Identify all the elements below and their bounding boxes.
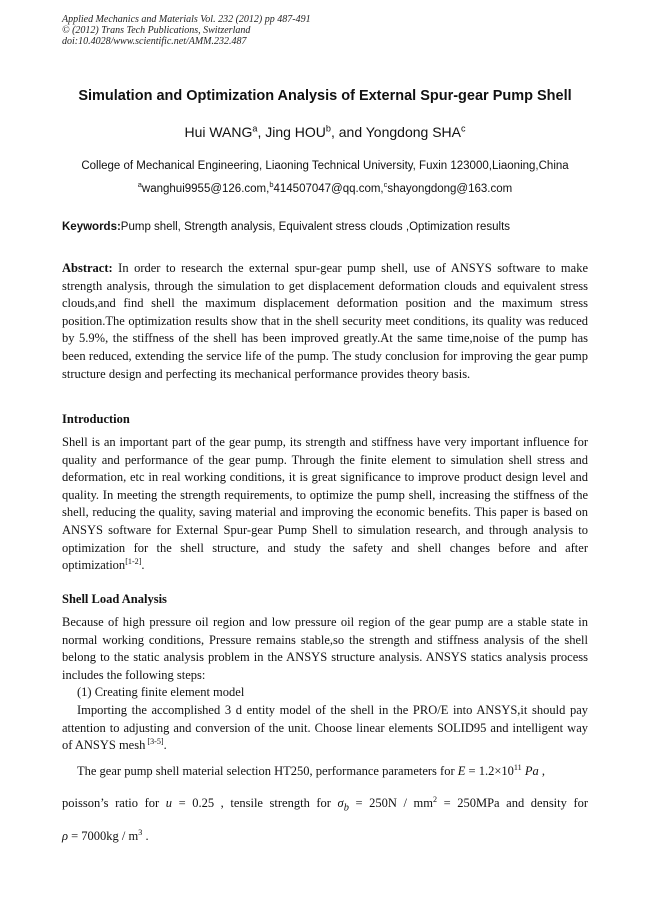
math-exponent: 3 (138, 827, 143, 837)
modulus-formula (458, 764, 539, 778)
math-value: = 250MPa (437, 796, 500, 810)
paper-title: Simulation and Optimization Analysis of External Spur-gear Pump Shell (78, 88, 572, 104)
keywords (62, 221, 592, 233)
email-line (0, 180, 650, 195)
load-analysis-body (62, 614, 588, 755)
math-exponent: 2 (432, 794, 438, 804)
email-address: wanghui9955@126.com, (141, 183, 270, 195)
author-marker: a (252, 123, 258, 134)
copyright-line: © (2012) Trans Tech Publications, Switzerland (62, 25, 251, 36)
email-marker: b (269, 180, 274, 190)
introduction-text: Shell is an important part of the gear pump, its strength and stiffness have very important influence for quality and performance of the gear pump. Through the finite element to simulation shell stress and deformation, etc in real working conditions, it is great significance to improve product design level and quality. In meeting the strength requirements, to optimize the pump shell, increasing the stiffness of the shell, reducing the quality, saving material and improving the economic benefits. This paper is based on ANSYS software for External Spur-gear Pump Shell to simulation research, and through analysis to optimization for the shell structure, and study the safety and shell changes before and after optimization (62, 435, 588, 573)
properties-line (62, 796, 588, 814)
tensile-formula (337, 794, 500, 814)
material-text: The gear pump shell material selection HT250, performance parameters for (77, 764, 455, 778)
journal-citation: Applied Mechanics and Materials Vol. 232 (2012) pp 487-491 (62, 14, 311, 25)
sentence-end: , (538, 764, 545, 778)
step-item: (1) Creating finite element model (77, 685, 245, 700)
keywords-label: Keywords: (62, 221, 121, 233)
density-label: and density for (506, 796, 589, 810)
email-marker: a (137, 180, 142, 190)
sentence-end: . (163, 738, 167, 753)
poisson-label: poisson’s ratio for (62, 796, 160, 810)
math-symbol: u (165, 796, 172, 810)
affiliation: College of Mechanical Engineering, Liaoning Technical University, Fuxin 123000,Liaoning,China (81, 160, 569, 172)
tensile-label: tensile strength for (230, 796, 331, 810)
author-line (0, 124, 650, 140)
keywords-text: Pump shell, Strength analysis, Equivalent stress clouds ,Optimization results (120, 221, 511, 233)
section-heading-load-analysis: Shell Load Analysis (62, 592, 167, 606)
email-address: 414507047@qq.com, (273, 183, 384, 195)
citation-ref: [3-5] (145, 737, 164, 746)
math-symbol: σ (337, 796, 344, 810)
journal-header (62, 14, 311, 47)
mesh-paragraph (62, 702, 588, 755)
material-paragraph (62, 763, 588, 781)
math-exponent: 11 (513, 762, 522, 772)
abstract (62, 260, 588, 383)
citation-ref: [1-2] (125, 557, 142, 566)
math-value: = 0.25 , (172, 796, 224, 810)
abstract-text: In order to research the external spur-gear pump shell, use of ANSYS software to make strength analysis, through the simulation to get displacement deformation clouds and equivalent stress clouds,and find shell the maximum displacement deformation position and the maximum stress position.The optimization results show that in the shell security meet conditions, its quality was reduced by 5.9%, the stiffness of the shell has been improved greatly.At the same time,noise of the pump has been reduced, extending the service life of the pump. The study conclusion for improving the gear pump structure design and perfecting its mechanical performance provides theory basis. (62, 261, 588, 381)
math-value: = 1.2×10 (465, 764, 514, 778)
math-symbol: E (457, 764, 466, 778)
load-analysis-paragraph: Because of high pressure oil region and low pressure oil region of the gear pump are a stable state in normal working conditions, Pressure remains stable,so the strength and stiffness analysis of the shell belong to the static analysis problem in the ANSYS structure analysis. ANSYS statics analysis process includes the following steps: (62, 615, 588, 682)
author-name: , Jing HOU (257, 124, 326, 140)
email-address: shayongdong@163.com (387, 183, 513, 195)
density-line (62, 829, 149, 844)
email-marker: c (383, 180, 388, 190)
density-formula (62, 829, 142, 843)
sentence-end: . (142, 829, 149, 843)
introduction-paragraph (62, 434, 588, 575)
author-name: Hui WANG (184, 124, 253, 140)
section-heading-introduction: Introduction (62, 412, 130, 426)
math-value: = 250N / mm (348, 796, 433, 810)
poisson-formula (166, 796, 224, 810)
mesh-text: Importing the accomplished 3 d entity model of the shell in the PRO/E into ANSYS,it should pay attention to adjusting and conversion of the unit. Choose linear elements SOLID95 and intelligent way of ANSYS mesh (62, 702, 588, 753)
math-unit: Pa (521, 764, 539, 778)
author-marker: b (325, 123, 331, 134)
math-subscript: b (343, 802, 349, 814)
math-value: = 7000kg / m (68, 829, 139, 843)
author-name: , and Yongdong SHA (330, 124, 461, 140)
sentence-end: . (141, 558, 145, 573)
doi-line: doi:10.4028/www.scientific.net/AMM.232.487 (62, 36, 247, 47)
math-symbol: ρ (62, 829, 68, 843)
abstract-label: Abstract: (62, 261, 113, 275)
author-marker: c (461, 123, 466, 134)
